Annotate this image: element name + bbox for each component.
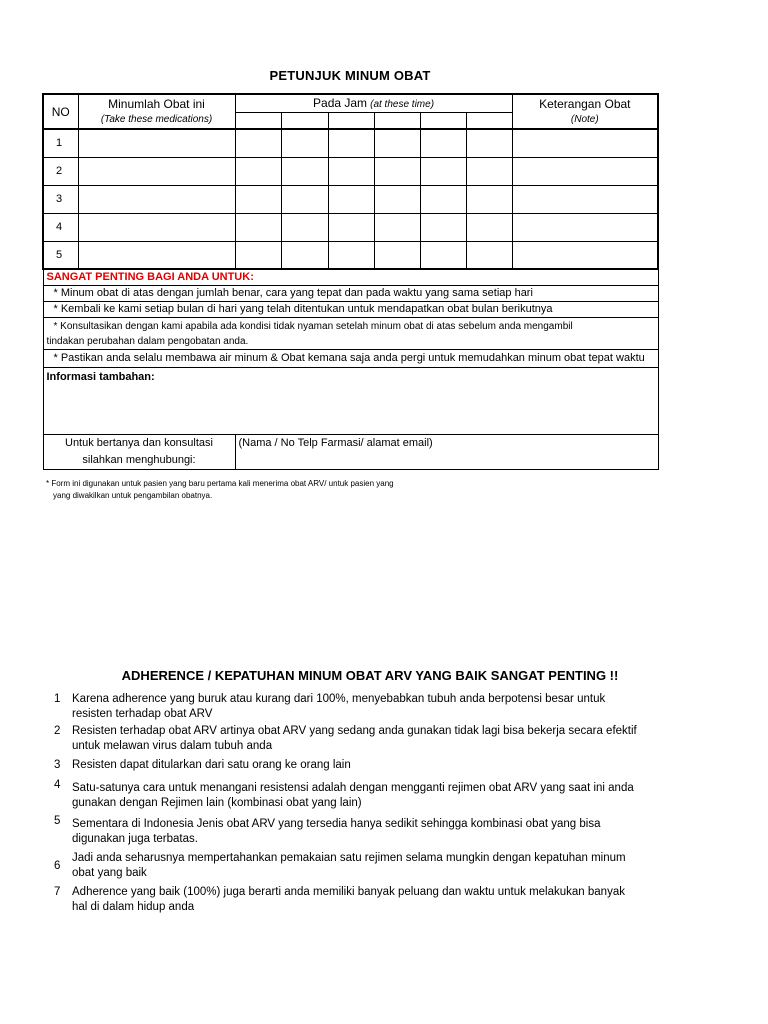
- time-cell[interactable]: [466, 129, 512, 157]
- list-item-line-1: Satu-satunya cara untuk menangani resistensi adalah dengan mengganti rejimen obat ARV yang saat ini anda: [72, 782, 634, 794]
- footnote-line-2: yang diwakilkan untuk pengambilan obatnya.: [53, 491, 213, 500]
- medication-cell[interactable]: [78, 157, 235, 185]
- note-cell[interactable]: [512, 185, 658, 213]
- header-time: [235, 94, 512, 112]
- header-medications-sub-cell: [78, 112, 235, 129]
- note-cell[interactable]: [512, 213, 658, 241]
- time-slot-header: [466, 112, 512, 129]
- time-cell[interactable]: [466, 213, 512, 241]
- time-cell[interactable]: [235, 185, 281, 213]
- time-cell[interactable]: [281, 185, 328, 213]
- row-number: 4: [43, 213, 78, 241]
- medication-cell[interactable]: [78, 185, 235, 213]
- time-cell[interactable]: [420, 185, 466, 213]
- footnote-line-1: * Form ini digunakan untuk pasien yang baru pertama kali menerima obat ARV/ untuk pasien yang: [46, 479, 394, 488]
- time-cell[interactable]: [281, 157, 328, 185]
- important-note-3: [43, 317, 658, 349]
- list-item-line-1: Resisten dapat ditularkan dari satu orang ke orang lain: [72, 759, 351, 771]
- important-note-2: * Kembali ke kami setiap bulan di hari yang telah ditentukan untuk mendapatkan obat bulan berikutnya: [43, 301, 658, 317]
- important-note-3-line-2: tindakan perubahan dalam pengobatan anda.: [46, 335, 249, 347]
- additional-info-label: Informasi tambahan:: [46, 370, 155, 383]
- form-title: PETUNJUK MINUM OBAT: [269, 68, 431, 83]
- important-note-3-line-1: * Konsultasikan dengan kami apabila ada kondisi tidak nyaman setelah minum obat di atas sebelum anda mengambil: [53, 320, 573, 332]
- list-item-line-2: untuk melawan virus dalam tubuh anda: [72, 740, 273, 752]
- list-item-number: 7: [54, 886, 61, 898]
- list-item-number: 4: [54, 779, 61, 791]
- contact-label-line-1: Untuk bertanya dan konsultasi: [65, 436, 213, 449]
- medication-cell[interactable]: [78, 241, 235, 269]
- contact-label: [43, 434, 235, 469]
- adherence-title: ADHERENCE / KEPATUHAN MINUM OBAT ARV YANG BAIK SANGAT PENTING !!: [121, 668, 619, 683]
- time-cell[interactable]: [466, 241, 512, 269]
- header-note-sub: (Note): [570, 114, 599, 125]
- contact-value[interactable]: (Nama / No Telp Farmasi/ alamat email): [235, 434, 658, 469]
- medication-cell[interactable]: [78, 129, 235, 157]
- list-item-line-1: Jadi anda seharusnya mempertahankan pemakaian satu rejimen selama mungkin dengan kepatuhan minum: [72, 852, 626, 864]
- table-row: [43, 213, 658, 241]
- list-item-number: 1: [54, 693, 61, 705]
- time-cell[interactable]: [281, 129, 328, 157]
- table-row: [43, 185, 658, 213]
- note-cell[interactable]: [512, 241, 658, 269]
- time-cell[interactable]: [374, 157, 420, 185]
- list-item-line-1: Karena adherence yang buruk atau kurang dari 100%, menyebabkan tubuh anda berpotensi besar untuk: [72, 693, 606, 705]
- header-note: [512, 94, 658, 112]
- list-item-line-1: Sementara di Indonesia Jenis obat ARV yang tersedia hanya sedikit sehingga kombinasi obat yang bisa: [72, 818, 601, 830]
- time-cell[interactable]: [420, 129, 466, 157]
- header-time-label: Pada Jam: [313, 95, 368, 110]
- row-number: 1: [43, 129, 78, 157]
- medication-cell[interactable]: [78, 213, 235, 241]
- table-row: [43, 157, 658, 185]
- time-cell[interactable]: [328, 129, 374, 157]
- time-cell[interactable]: [420, 213, 466, 241]
- row-number: 5: [43, 241, 78, 269]
- time-cell[interactable]: [374, 213, 420, 241]
- time-cell[interactable]: [328, 213, 374, 241]
- important-heading: SANGAT PENTING BAGI ANDA UNTUK:: [43, 269, 658, 285]
- list-item-line-2: digunakan juga terbatas.: [72, 833, 198, 845]
- list-item-number: 6: [54, 860, 61, 872]
- time-cell[interactable]: [235, 241, 281, 269]
- time-cell[interactable]: [420, 157, 466, 185]
- list-item-number: 5: [54, 815, 61, 827]
- time-cell[interactable]: [328, 157, 374, 185]
- time-cell[interactable]: [235, 129, 281, 157]
- important-note-1: * Minum obat di atas dengan jumlah benar, cara yang tepat dan pada waktu yang sama setiap hari: [43, 285, 658, 301]
- time-slot-header: [328, 112, 374, 129]
- time-cell[interactable]: [374, 129, 420, 157]
- time-cell[interactable]: [281, 241, 328, 269]
- header-time-sub: (at these time): [370, 98, 435, 110]
- header-note-sub-cell: [512, 112, 658, 129]
- time-slot-header: [374, 112, 420, 129]
- note-cell[interactable]: [512, 157, 658, 185]
- table-row: [43, 241, 658, 269]
- medication-schedule-table: [42, 93, 659, 470]
- header-medications-sub: (Take these medications): [100, 114, 213, 125]
- header-medications: [78, 94, 235, 112]
- table-row: [43, 129, 658, 157]
- list-item-line-1: Adherence yang baik (100%) juga berarti anda memiliki banyak peluang dan waktu untuk melakukan banyak: [72, 886, 625, 898]
- time-cell[interactable]: [328, 185, 374, 213]
- list-item-line-2: obat yang baik: [72, 867, 147, 879]
- time-cell[interactable]: [374, 241, 420, 269]
- header-no: NO: [43, 94, 78, 129]
- time-slot-header: [420, 112, 466, 129]
- time-cell[interactable]: [235, 213, 281, 241]
- additional-info[interactable]: [43, 367, 658, 434]
- list-item-number: 3: [54, 759, 61, 771]
- header-medications-label: Minumlah Obat ini: [108, 96, 205, 111]
- time-slot-header: [281, 112, 328, 129]
- time-cell[interactable]: [281, 213, 328, 241]
- time-cell[interactable]: [374, 185, 420, 213]
- time-cell[interactable]: [420, 241, 466, 269]
- list-item-line-2: gunakan dengan Rejimen lain (kombinasi obat yang lain): [72, 797, 362, 809]
- important-note-4: * Pastikan anda selalu membawa air minum & Obat kemana saja anda pergi untuk memudahkan minum obat tepat waktu: [43, 349, 658, 367]
- list-item-line-2: hal di dalam hidup anda: [72, 901, 195, 913]
- list-item-number: 2: [54, 725, 61, 737]
- time-cell[interactable]: [328, 241, 374, 269]
- time-cell[interactable]: [466, 157, 512, 185]
- header-note-label: Keterangan Obat: [539, 96, 631, 111]
- list-item-line-2: resisten terhadap obat ARV: [72, 708, 213, 720]
- time-slot-header: [235, 112, 281, 129]
- row-number: 2: [43, 157, 78, 185]
- note-cell[interactable]: [512, 129, 658, 157]
- time-cell[interactable]: [466, 185, 512, 213]
- list-item-line-1: Resisten terhadap obat ARV artinya obat ARV yang sedang anda gunakan tidak lagi bisa bekerja secara efektif: [72, 725, 637, 737]
- time-cell[interactable]: [235, 157, 281, 185]
- row-number: 3: [43, 185, 78, 213]
- form-footnote: [46, 478, 394, 502]
- contact-label-line-2: silahkan menghubungi:: [82, 453, 196, 466]
